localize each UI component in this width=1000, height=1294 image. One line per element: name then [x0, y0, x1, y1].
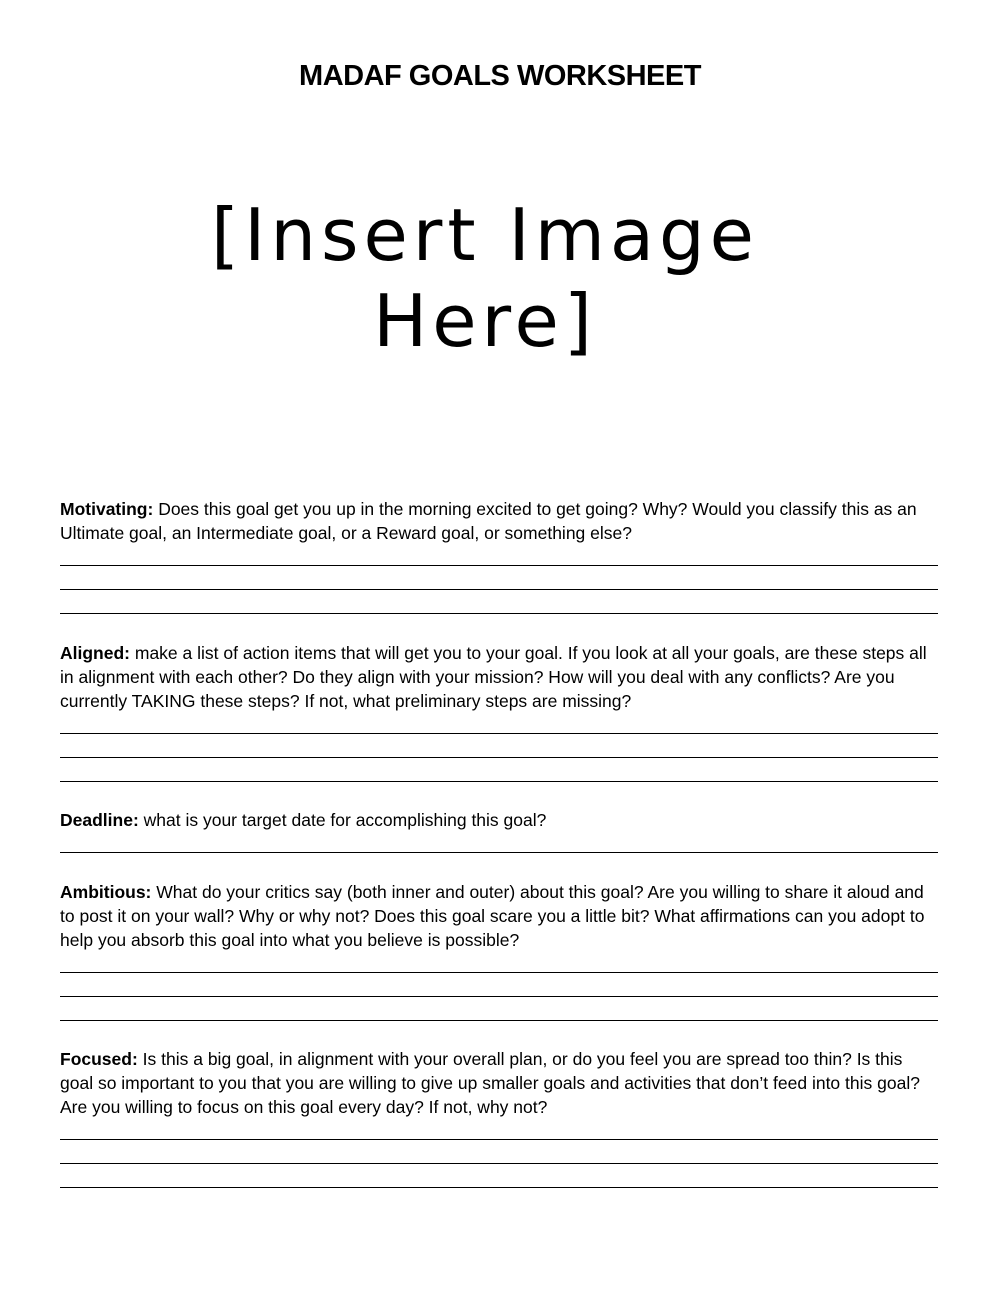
image-placeholder-line-1: [Insert Image	[211, 193, 759, 277]
section-label: Deadline:	[60, 810, 139, 830]
answer-line[interactable]	[60, 1163, 938, 1164]
answer-line[interactable]	[60, 852, 938, 853]
answer-line[interactable]	[60, 1139, 938, 1140]
section-label: Motivating:	[60, 499, 154, 519]
answer-line[interactable]	[60, 781, 938, 782]
answer-line[interactable]	[60, 613, 938, 614]
section-label: Aligned:	[60, 643, 130, 663]
section-prompt	[60, 497, 938, 545]
section-ambitious	[60, 880, 938, 952]
answer-line[interactable]	[60, 757, 938, 758]
section-text: make a list of action items that will get you to your goal. If you look at all your goals, are these steps all in alignment with each other? Do they align with your mission? How will you deal with any conflicts? Are you currently TAKING these steps? If not, what preliminary steps are missing?	[60, 643, 927, 711]
answer-line[interactable]	[60, 589, 938, 590]
section-text: What do your critics say (both inner and outer) about this goal? Are you willing to share it aloud and to post it on your wall? Why or why not? Does this goal scare you a little bit? What affirmations can you adopt to help you absorb this goal into what you believe is possible?	[60, 882, 925, 950]
section-focused	[60, 1047, 938, 1119]
answer-line[interactable]	[60, 996, 938, 997]
image-placeholder	[60, 192, 910, 364]
section-aligned	[60, 641, 938, 713]
image-placeholder-line-2: Here]	[373, 279, 597, 363]
section-text: what is your target date for accomplishing this goal?	[138, 810, 547, 830]
section-label: Ambitious:	[60, 882, 152, 902]
page-title: MADAF GOALS WORKSHEET	[299, 60, 701, 92]
section-motivating	[60, 497, 938, 545]
answer-line[interactable]	[60, 1020, 938, 1021]
section-prompt	[60, 880, 938, 952]
section-deadline	[60, 808, 938, 832]
section-prompt	[60, 1047, 938, 1119]
answer-line[interactable]	[60, 972, 938, 973]
answer-line[interactable]	[60, 733, 938, 734]
section-prompt	[60, 641, 938, 713]
answer-line[interactable]	[60, 565, 938, 566]
answer-line[interactable]	[60, 1187, 938, 1188]
section-prompt	[60, 808, 938, 832]
section-text: Is this a big goal, in alignment with your overall plan, or do you feel you are spread too thin? Is this goal so important to you that you are willing to give up smaller goals and activities that don’t feed into this goal? Are you willing to focus on this goal every day? If not, why not?	[60, 1049, 920, 1117]
section-text: Does this goal get you up in the morning excited to get going? Why? Would you classify this as an Ultimate goal, an Intermediate goal, or a Reward goal, or something else?	[60, 499, 917, 543]
section-label: Focused:	[60, 1049, 138, 1069]
